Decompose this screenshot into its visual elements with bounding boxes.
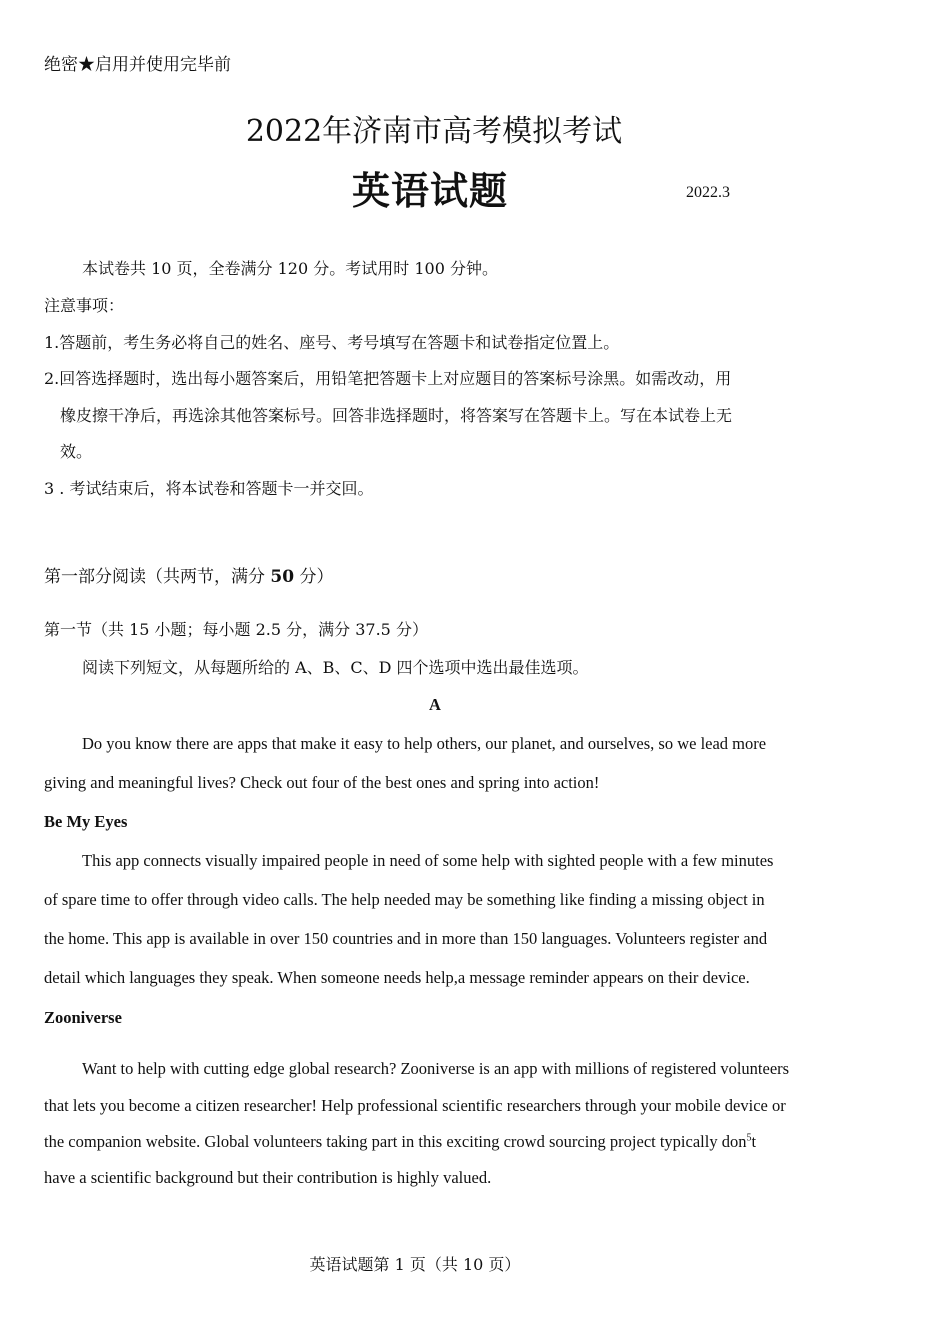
passage-label: A [429, 695, 441, 714]
note-1: 1.答题前，考生务必将自己的姓名、座号、考号填写在答题卡和试卷指定位置上。 [44, 333, 620, 352]
app-2-line-3 [44, 1132, 756, 1152]
passage-intro-line-1: Do you know there are apps that make it easy to help others, our planet, and ourselves, so we lead more [82, 734, 767, 753]
part-1-heading-score: 50 [270, 567, 295, 587]
note-2-line-3: 效。 [60, 442, 93, 461]
section-1-heading: 第一节（共 15 小题；每小题 2.5 分，满分 37.5 分） [44, 620, 428, 639]
app-1-line-2: of spare time to offer through video calls. The help needed may be something like finding a missing object in [44, 890, 765, 909]
app-1-line-3: the home. This app is available in over 150 countries and in more than 150 languages. Volunteers register and [44, 929, 768, 948]
subject-title: 英语试题 [352, 168, 509, 213]
note-2-line-2: 橡皮擦干净后，再选涂其他答案标号。回答非选择题时，将答案写在答题卡上。写在本试卷上无 [60, 406, 733, 425]
part-1-heading [44, 562, 333, 587]
app-2-line-2: that lets you become a citizen researcher! Help professional scientific researchers through your mobile device or [44, 1096, 786, 1115]
passage-intro-line-2: giving and meaningful lives? Check out four of the best ones and spring into action! [44, 773, 600, 792]
note-3: 3 . 考试结束后，将本试卷和答题卡一并交回。 [44, 479, 374, 498]
part-1-heading-pre: 第一部分阅读（共两节，满分 [44, 567, 271, 587]
app-2-line-3-text: the companion website. Global volunteers taking part in this exciting crowd sourcing project typically don [44, 1132, 747, 1151]
app-2-title: Zooniverse [44, 1008, 122, 1027]
exam-date: 2022.3 [686, 184, 730, 201]
exam-title: 2022年济南市高考模拟考试 [245, 114, 623, 149]
notes-heading: 注意事项： [44, 296, 125, 315]
app-2-line-4: have a scientific background but their contribution is highly valued. [44, 1168, 492, 1187]
app-2-line-3-superscript: 5 [746, 1132, 752, 1144]
app-1-line-1: This app connects visually impaired people in need of some help with sighted people with a few minutes [82, 851, 774, 870]
page-footer: 英语试题第 1 页（共 10 页） [309, 1255, 521, 1274]
app-1-line-4: detail which languages they speak. When someone needs help,a message reminder appears on their device. [44, 968, 750, 987]
reading-instruction: 阅读下列短文，从每题所给的 A、B、C、D 四个选项中选出最佳选项。 [82, 658, 589, 677]
app-1-title: Be My Eyes [44, 812, 128, 831]
exam-summary: 本试卷共 10 页，全卷满分 120 分。考试用时 100 分钟。 [82, 259, 498, 278]
app-2-line-1: Want to help with cutting edge global research? Zooniverse is an app with millions of registered volunteers [82, 1059, 790, 1078]
app-2-line-3-tail: t [751, 1132, 757, 1151]
note-2-line-1: 2.回答选择题时，选出每小题答案后，用铅笔把答题卡上对应题目的答案标号涂黑。如需改动，用 [44, 369, 732, 388]
part-1-heading-post: 分） [294, 567, 334, 587]
confidential-mark: 绝密★启用并使用完毕前 [44, 55, 231, 75]
